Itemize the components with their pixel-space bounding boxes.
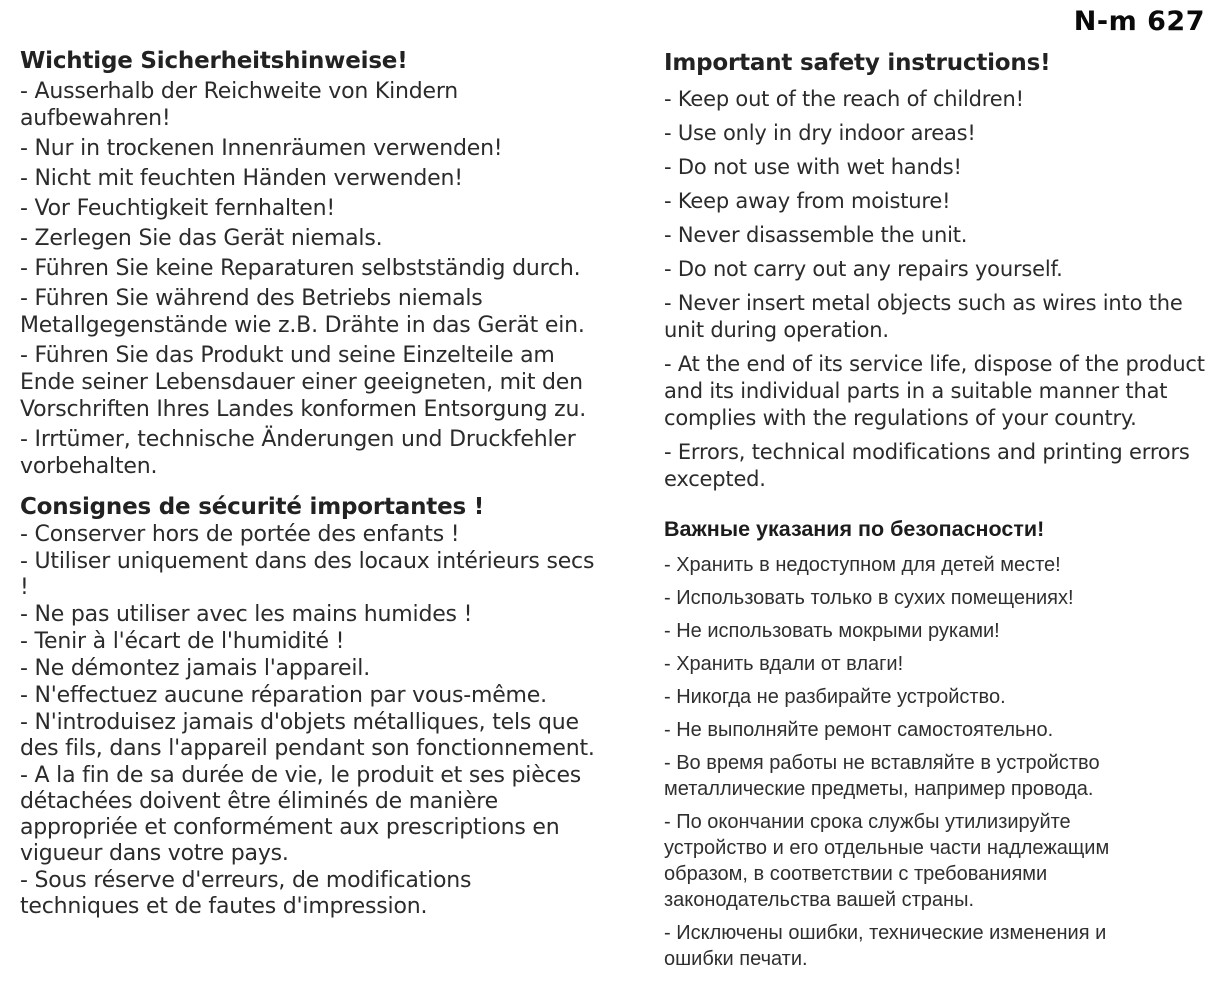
section-french (20, 483, 596, 920)
instruction-item: - At the end of its service life, dispose of the product and its individual parts in a suitable manner that complies with the regulations of your country. (664, 352, 1205, 430)
instruction-item: - Никогда не разбирайте устройство. (664, 686, 1006, 708)
instruction-item: - Ne pas utiliser avec les mains humides ! (20, 602, 473, 627)
german-instructions-list (20, 78, 596, 480)
instruction-item: - Sous réserve d'erreurs, de modifications techniques et de fautes d'impression. (20, 868, 472, 919)
instruction-item: - Irrtümer, technische Änderungen und Druckfehler vorbehalten. (20, 427, 576, 479)
instruction-item: - Keep out of the reach of children! (664, 87, 1024, 111)
instruction-item: - N'effectuez aucune réparation par vous-même. (20, 683, 547, 708)
instruction-item: - Tenir à l'écart de l'humidité ! (20, 629, 345, 654)
section-english (664, 0, 1228, 493)
section-german (20, 0, 596, 480)
instruction-item: - Never insert metal objects such as wires into the unit during operation. (664, 291, 1183, 342)
instruction-item: - Use only in dry indoor areas! (664, 121, 976, 145)
instruction-item: - Conserver hors de portée des enfants ! (20, 522, 460, 547)
instruction-item: - Не использовать мокрыми руками! (664, 620, 1000, 642)
instruction-item: - Во время работы не вставляйте в устройство металлические предметы, например провода. (664, 752, 1100, 800)
document-code: N-m 627 (1073, 6, 1205, 37)
right-column (664, 0, 1228, 979)
instruction-item: - Не выполняйте ремонт самостоятельно. (664, 719, 1054, 741)
instruction-item: - Исключены ошибки, технические изменения и ошибки печати. (664, 922, 1107, 970)
french-instructions-list (20, 522, 596, 920)
instruction-item: - A la fin de sa durée de vie, le produit et ses pièces détachées doivent être éliminés de manière appropriée et conformément aux prescriptions en vigueur dans votre pays. (20, 763, 582, 866)
left-column (20, 0, 596, 921)
instruction-item: - Nur in trockenen Innenräumen verwenden! (20, 136, 503, 161)
instruction-item: - Führen Sie während des Betriebs niemals Metallgegenstände wie z.B. Drähte in das Gerät ein. (20, 286, 585, 338)
instruction-item: - Do not carry out any repairs yourself. (664, 257, 1063, 281)
german-section-heading: Wichtige Sicherheitshinweise! (20, 48, 408, 74)
instruction-item: - Zerlegen Sie das Gerät niemals. (20, 226, 383, 251)
instruction-item: - По окончании срока службы утилизируйте устройство и его отдельные части надлежащим образом, в соответствии с требованиями законодательства вашей страны. (664, 811, 1110, 911)
russian-section-heading: Важные указания по безопасности! (664, 517, 1045, 541)
section-russian (664, 500, 1136, 972)
instruction-item: - Keep away from moisture! (664, 189, 951, 213)
instruction-item: - Never disassemble the unit. (664, 223, 968, 247)
instruction-item: - Do not use with wet hands! (664, 155, 962, 179)
english-instructions-list (664, 86, 1228, 493)
instruction-item: - Utiliser uniquement dans des locaux intérieurs secs ! (20, 549, 595, 600)
instruction-item: - Использовать только в сухих помещениях! (664, 587, 1074, 609)
instruction-item: - Führen Sie keine Reparaturen selbstständig durch. (20, 256, 581, 281)
instruction-item: - Errors, technical modifications and printing errors excepted. (664, 440, 1190, 491)
instruction-item: - Хранить вдали от влаги! (664, 653, 904, 675)
french-section-heading: Consignes de sécurité importantes ! (20, 494, 485, 520)
instruction-item: - Хранить в недоступном для детей месте! (664, 554, 1061, 576)
instruction-item: - N'introduisez jamais d'objets métalliques, tels que des fils, dans l'appareil pendant son fonctionnement. (20, 710, 595, 761)
instruction-item: - Ausserhalb der Reichweite von Kindern aufbewahren! (20, 79, 459, 131)
instruction-item: - Führen Sie das Produkt und seine Einzelteile am Ende seiner Lebensdauer einer geeigneten, mit den Vorschriften Ihres Landes konformen Entsorgung zu. (20, 343, 587, 422)
instruction-item: - Ne démontez jamais l'appareil. (20, 656, 370, 681)
english-section-heading: Important safety instructions! (664, 50, 1051, 76)
instruction-item: - Nicht mit feuchten Händen verwenden! (20, 166, 463, 191)
instruction-item: - Vor Feuchtigkeit fernhalten! (20, 196, 336, 221)
russian-instructions-list (664, 552, 1136, 972)
